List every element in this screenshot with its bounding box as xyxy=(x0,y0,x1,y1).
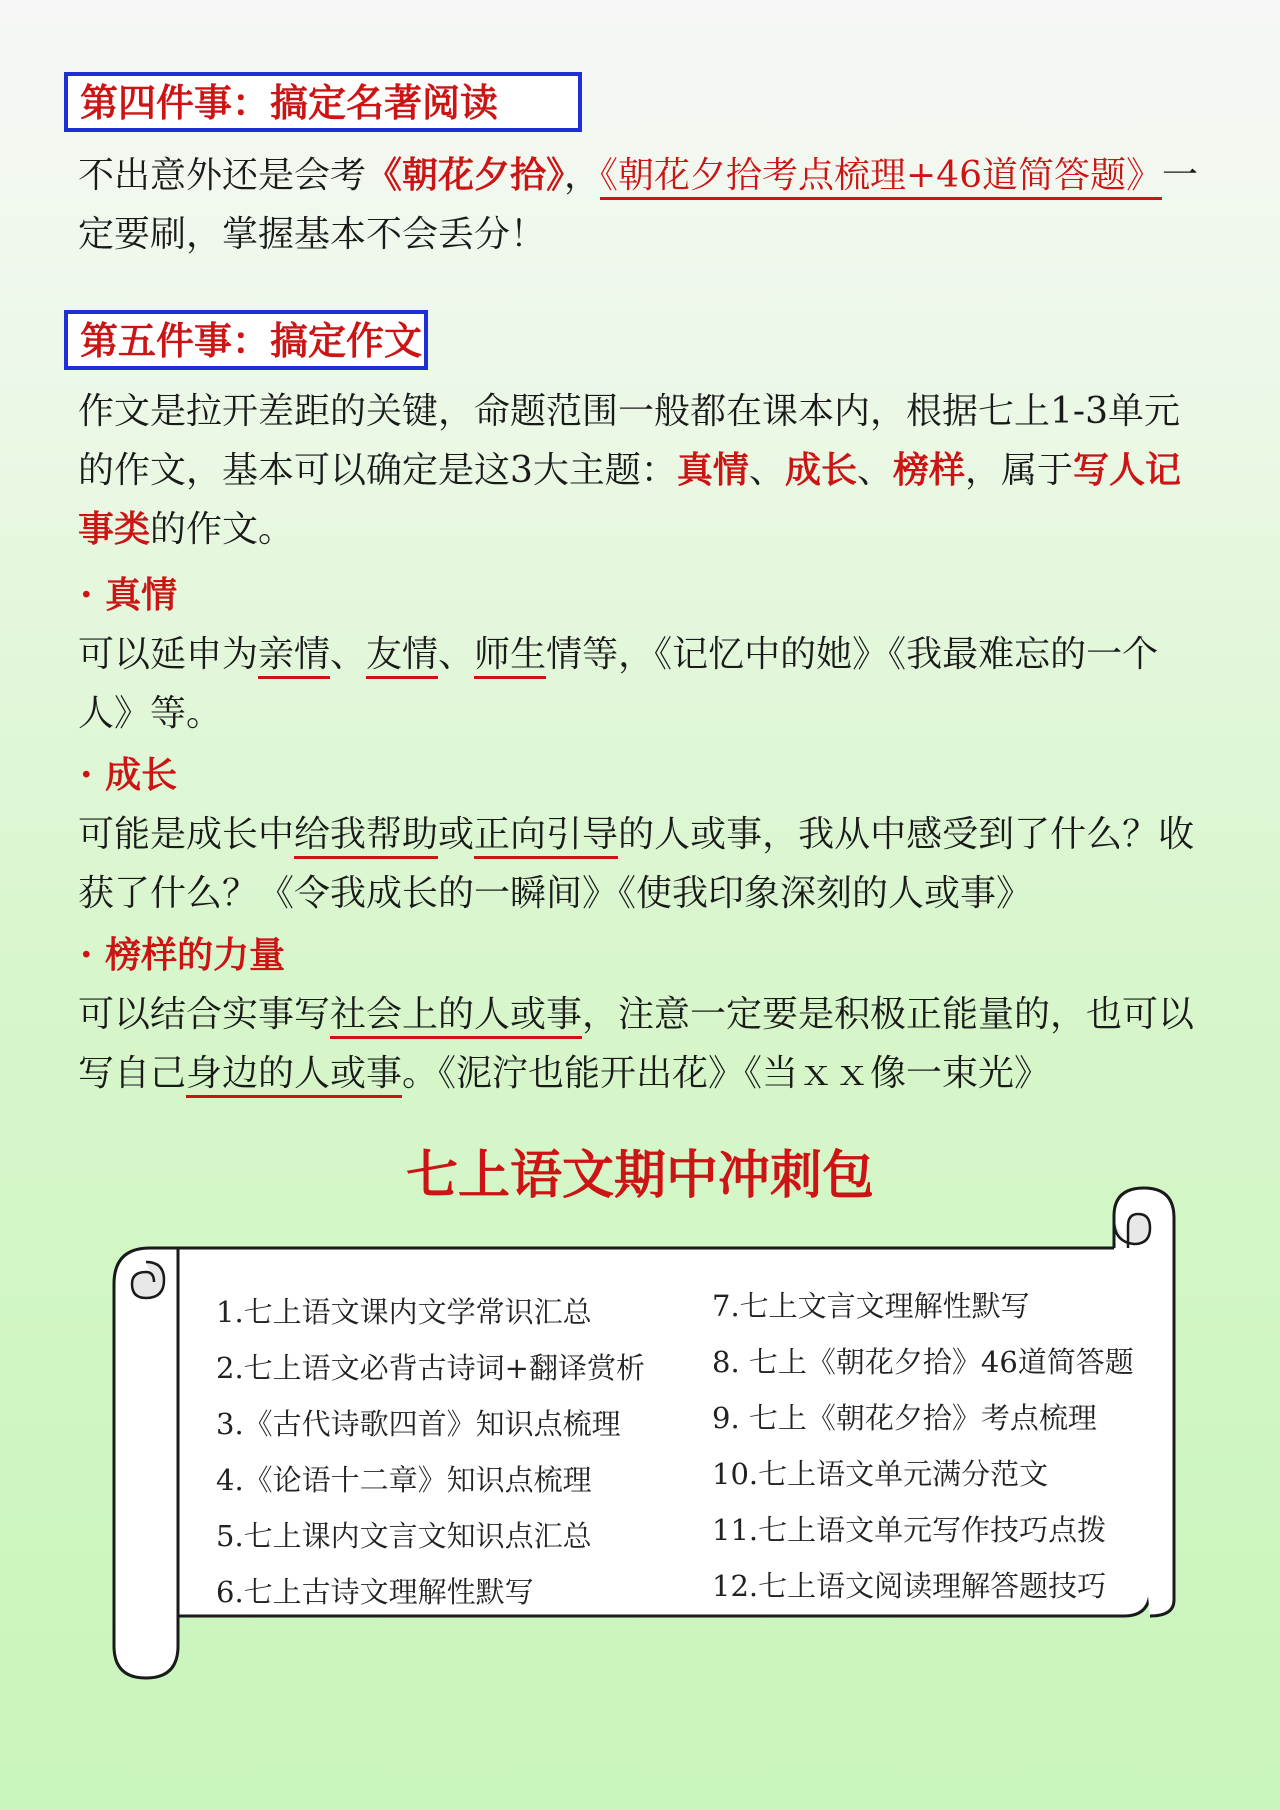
list-item[interactable]: 5.七上课内文言文知识点汇总 xyxy=(216,1519,592,1553)
text: 、 xyxy=(438,634,475,675)
text: 情等，《记忆中的她》《我最难忘的一个人》等。 xyxy=(78,634,1159,734)
underlined-text: 师生 xyxy=(474,634,546,679)
text: 可能是成长中 xyxy=(78,814,295,855)
theme-keyword: 真情 xyxy=(676,449,749,491)
text: 、 xyxy=(748,450,785,491)
topic-heading: · 榜样的力量 xyxy=(80,934,286,976)
list-item[interactable]: 1.七上语文课内文学常识汇总 xyxy=(216,1295,592,1329)
text: 的作文。 xyxy=(150,509,295,550)
list-item[interactable]: 4.《论语十二章》知识点梳理 xyxy=(216,1463,592,1497)
text: 不出意外还是会考 xyxy=(78,155,367,196)
underlined-text: 社会上的人或事 xyxy=(330,994,582,1039)
text: 可以结合实事写 xyxy=(78,994,331,1035)
underlined-text: 正向引导 xyxy=(474,814,618,859)
pack-list-right xyxy=(712,1278,1134,1614)
topic-heading: · 成长 xyxy=(80,754,178,796)
text: 的人或事，我从中感受到了什么？收获了什么？《令我成长的一瞬间》《使我印象深刻的人或事》 xyxy=(78,814,1195,914)
resource-link[interactable]: 《朝花夕拾考点梳理+46道简答题》 xyxy=(600,155,1162,200)
text: 。《泥泞也能开出花》《当ｘｘ像一束光》 xyxy=(402,1053,1051,1094)
text: 、 xyxy=(330,634,367,675)
underlined-text: 身边的人或事 xyxy=(186,1053,402,1098)
pack-list-left xyxy=(216,1284,645,1620)
list-item[interactable]: 10.七上语文单元满分范文 xyxy=(712,1457,1049,1491)
text: 作文是拉开差距的关键，命题范围一般都在课本内，根据七上1-3单元的作文，基本可以确定是这3大主题： xyxy=(78,391,1180,491)
list-item[interactable]: 11.七上语文单元写作技巧点拨 xyxy=(712,1513,1107,1547)
text: ，注意一定要是积极正能量的，也可以写自己 xyxy=(78,994,1195,1094)
list-item[interactable]: 3.《古代诗歌四首》知识点梳理 xyxy=(216,1407,621,1441)
list-item[interactable]: 8. 七上《朝花夕拾》46道简答题 xyxy=(712,1345,1134,1379)
pack-title: 七上语文期中冲刺包 xyxy=(405,1145,874,1206)
list-item[interactable]: 9. 七上《朝花夕拾》考点梳理 xyxy=(712,1401,1097,1435)
section5-heading: 第五件事：搞定作文 xyxy=(64,310,428,370)
text: ， xyxy=(564,155,601,196)
list-item[interactable]: 6.七上古诗文理解性默写 xyxy=(216,1575,534,1609)
text: 一定要刷，掌握基本不会丢分！ xyxy=(78,155,1199,255)
book-title: 《朝花夕拾》 xyxy=(366,154,565,196)
list-item[interactable]: 12.七上语文阅读理解答题技巧 xyxy=(712,1569,1107,1603)
category-keyword: 写人记事类 xyxy=(78,449,1182,550)
text: ，属于 xyxy=(964,450,1073,491)
underlined-text: 亲情 xyxy=(258,634,330,679)
theme-keyword: 成长 xyxy=(784,449,857,491)
list-item[interactable]: 7.七上文言文理解性默写 xyxy=(712,1289,1030,1323)
list-item[interactable]: 2.七上语文必背古诗词+翻译赏析 xyxy=(216,1351,645,1385)
theme-keyword: 榜样 xyxy=(892,449,965,491)
text: 、 xyxy=(856,450,893,491)
topic-heading: · 真情 xyxy=(80,574,178,616)
underlined-text: 友情 xyxy=(366,634,438,679)
underlined-text: 给我帮助 xyxy=(294,814,438,859)
section4-heading: 第四件事：搞定名著阅读 xyxy=(64,72,582,132)
text: 或 xyxy=(438,814,475,855)
text: 可以延申为 xyxy=(78,634,259,675)
